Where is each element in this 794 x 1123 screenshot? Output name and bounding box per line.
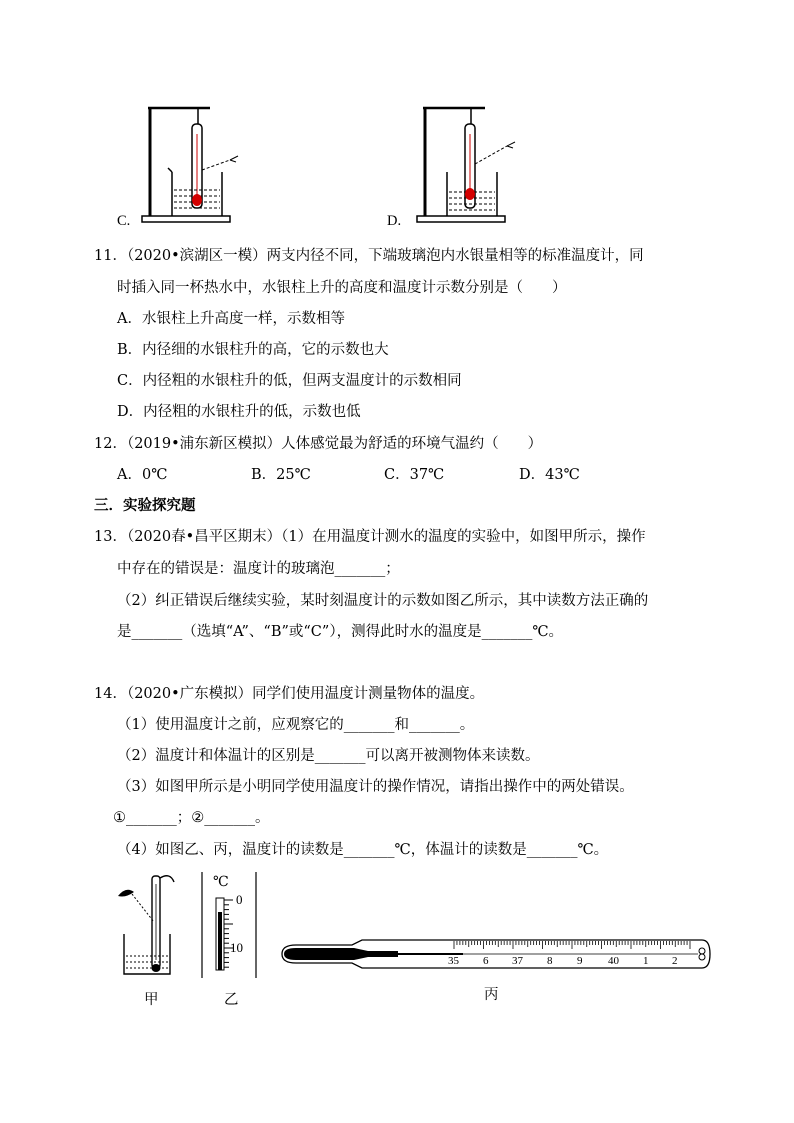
q13-stem-line3: （2）纠正错误后继续实验，某时刻温度计的示数如图乙所示，其中读数方法正确的 <box>117 593 649 609</box>
figure-d-apparatus <box>415 104 525 224</box>
q13-stem-line4: 是_______（选填“A”、“B”或“C”），测得此时水的温度是_______℃。 <box>117 624 564 640</box>
figure-yi-tick-10: 10 <box>230 940 243 955</box>
q14-part2: （2）温度计和体温计的区别是_______可以离开被测物体来读数。 <box>117 748 540 764</box>
q11-option-c: C．内径粗的水银柱升的低，但两支温度计的示数相同 <box>117 373 462 389</box>
q14-part1: （1）使用温度计之前，应观察它的_______和_______。 <box>117 717 475 733</box>
figure-yi-label: 乙 <box>224 992 239 1008</box>
bing-tick-42: 2 <box>672 955 678 967</box>
figure-bing-clinical-thermometer <box>278 934 714 974</box>
bing-tick-40: 40 <box>608 955 619 967</box>
figure-yi-thermometer <box>200 870 270 980</box>
bing-tick-39: 9 <box>577 955 583 967</box>
q12-option-c: C．37℃ <box>384 467 445 483</box>
bing-tick-37: 37 <box>512 955 523 967</box>
q14-part3: （3）如图甲所示是小明同学使用温度计的操作情况，请指出操作中的两处错误。 <box>117 779 634 795</box>
figure-c-apparatus <box>140 104 240 224</box>
q14-stem: 14．（2020•广东模拟）同学们使用温度计测量物体的温度。 <box>94 686 485 702</box>
q12-stem: 12．（2019•浦东新区模拟）人体感觉最为舒适的环境气温约（ ） <box>94 436 543 452</box>
figure-yi-unit: ℃ <box>213 875 229 890</box>
q12-option-b: B．25℃ <box>251 467 311 483</box>
bing-tick-38: 8 <box>547 955 553 967</box>
q11-option-d: D．内径粗的水银柱升的低，示数也低 <box>117 404 361 420</box>
q14-part3-blanks: ①_______；②_______。 <box>113 810 270 826</box>
bing-tick-36: 6 <box>483 955 489 967</box>
q12-option-d: D．43℃ <box>519 467 580 483</box>
option-d-label: D. <box>387 213 402 229</box>
q13-stem-line2: 中存在的错误是：温度计的玻璃泡_______； <box>117 561 400 577</box>
section-title: 三．实验探究题 <box>94 498 196 514</box>
figure-bing-label: 丙 <box>484 987 499 1003</box>
figure-jia-label: 甲 <box>144 992 159 1008</box>
q14-part4: （4）如图乙、丙，温度计的读数是_______℃，体温计的读数是_______℃。 <box>117 842 609 858</box>
q13-stem-line1: 13．（2020春•昌平区期末）（1）在用温度计测水的温度的实验中，如图甲所示，操作 <box>94 529 646 545</box>
bing-tick-41: 1 <box>643 955 649 967</box>
q12-option-a: A．0℃ <box>117 467 168 483</box>
q11-option-a: A．水银柱上升高度一样，示数相等 <box>117 311 345 327</box>
bing-tick-35: 35 <box>448 955 459 967</box>
option-c-label: C. <box>117 213 131 229</box>
figure-yi-tick-0: 0 <box>236 892 243 907</box>
q11-stem-line2: 时插入同一杯热水中，水银柱上升的高度和温度计示数分别是（ ） <box>117 280 567 296</box>
figure-jia-apparatus <box>112 872 172 982</box>
q11-option-b: B．内径细的水银柱升的高，它的示数也大 <box>117 342 389 358</box>
q11-stem-line1: 11．（2020•滨湖区一模）两支内径不同，下端玻璃泡内水银量相等的标准温度计，同 <box>94 248 644 264</box>
